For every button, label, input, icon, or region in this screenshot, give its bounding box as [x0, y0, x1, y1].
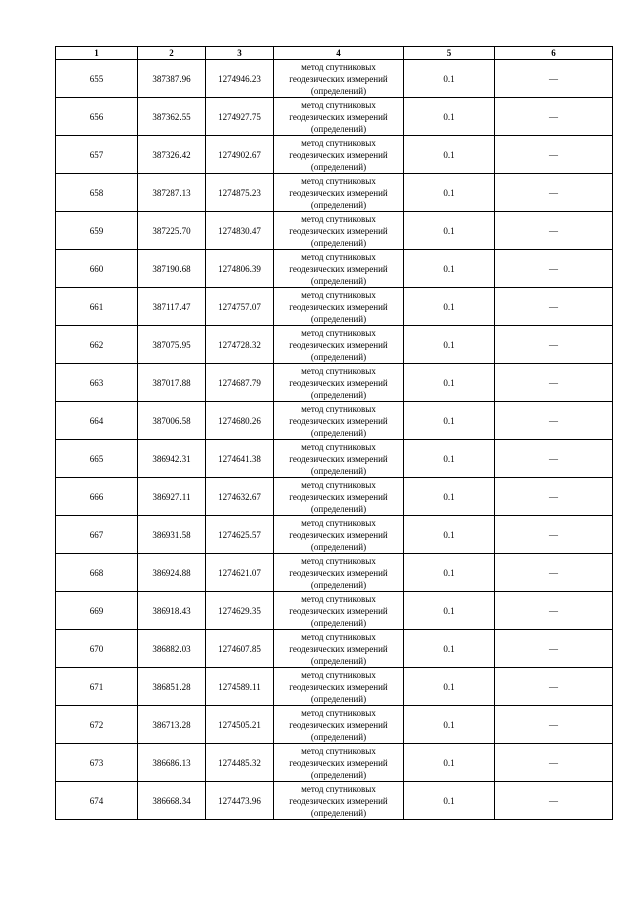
- note-cell: —: [495, 288, 613, 326]
- method-cell: [274, 402, 404, 440]
- accuracy-cell: 0.1: [404, 744, 495, 782]
- x-coordinate-cell: 386713.28: [138, 706, 206, 744]
- point-number-cell: 655: [56, 60, 138, 98]
- note-cell: —: [495, 60, 613, 98]
- method-line: геодезических измерений: [289, 415, 388, 426]
- method-line: метод спутниковых: [301, 289, 376, 300]
- x-coordinate-cell: 386924.88: [138, 554, 206, 592]
- header-col-5: 5: [404, 47, 495, 60]
- table-row: [56, 402, 613, 440]
- method-line: метод спутниковых: [301, 213, 376, 224]
- method-line: геодезических измерений: [289, 757, 388, 768]
- header-col-6: 6: [495, 47, 613, 60]
- note-cell: —: [495, 630, 613, 668]
- method-line: (определений): [310, 161, 367, 172]
- accuracy-cell: 0.1: [404, 630, 495, 668]
- method-cell: [274, 212, 404, 250]
- note-cell: —: [495, 744, 613, 782]
- method-line: геодезических измерений: [289, 263, 388, 274]
- accuracy-cell: 0.1: [404, 516, 495, 554]
- method-line: метод спутниковых: [301, 631, 376, 642]
- x-coordinate-cell: 386918.43: [138, 592, 206, 630]
- method-cell: [274, 250, 404, 288]
- x-coordinate-cell: 387326.42: [138, 136, 206, 174]
- y-coordinate-cell: 1274830.47: [206, 212, 274, 250]
- table-row: [56, 98, 613, 136]
- point-number-cell: 658: [56, 174, 138, 212]
- y-coordinate-cell: 1274625.57: [206, 516, 274, 554]
- point-number-cell: 664: [56, 402, 138, 440]
- point-number-cell: 667: [56, 516, 138, 554]
- x-coordinate-cell: 386668.34: [138, 782, 206, 820]
- note-cell: —: [495, 516, 613, 554]
- method-cell: [274, 744, 404, 782]
- method-line: метод спутниковых: [301, 327, 376, 338]
- document-page: [55, 46, 613, 820]
- method-line: геодезических измерений: [289, 681, 388, 692]
- table-body: [56, 60, 613, 820]
- method-line: геодезических измерений: [289, 529, 388, 540]
- table-header: [56, 47, 613, 60]
- method-line: метод спутниковых: [301, 555, 376, 566]
- x-coordinate-cell: 386942.31: [138, 440, 206, 478]
- method-line: (определений): [310, 237, 367, 248]
- point-number-cell: 669: [56, 592, 138, 630]
- accuracy-cell: 0.1: [404, 554, 495, 592]
- note-cell: —: [495, 592, 613, 630]
- method-line: геодезических измерений: [289, 377, 388, 388]
- method-cell: [274, 288, 404, 326]
- y-coordinate-cell: 1274728.32: [206, 326, 274, 364]
- y-coordinate-cell: 1274875.23: [206, 174, 274, 212]
- accuracy-cell: 0.1: [404, 326, 495, 364]
- method-line: метод спутниковых: [301, 137, 376, 148]
- method-line: метод спутниковых: [301, 707, 376, 718]
- x-coordinate-cell: 387225.70: [138, 212, 206, 250]
- method-line: (определений): [310, 769, 367, 780]
- point-number-cell: 666: [56, 478, 138, 516]
- x-coordinate-cell: 386927.11: [138, 478, 206, 516]
- table-row: [56, 782, 613, 820]
- method-line: метод спутниковых: [301, 517, 376, 528]
- accuracy-cell: 0.1: [404, 364, 495, 402]
- method-line: геодезических измерений: [289, 605, 388, 616]
- method-line: (определений): [310, 351, 367, 362]
- method-line: (определений): [310, 655, 367, 666]
- y-coordinate-cell: 1274629.35: [206, 592, 274, 630]
- method-line: метод спутниковых: [301, 365, 376, 376]
- method-line: геодезических измерений: [289, 453, 388, 464]
- accuracy-cell: 0.1: [404, 60, 495, 98]
- y-coordinate-cell: 1274485.32: [206, 744, 274, 782]
- point-number-cell: 674: [56, 782, 138, 820]
- y-coordinate-cell: 1274946.23: [206, 60, 274, 98]
- y-coordinate-cell: 1274473.96: [206, 782, 274, 820]
- method-line: геодезических измерений: [289, 149, 388, 160]
- table-row: [56, 250, 613, 288]
- x-coordinate-cell: 386931.58: [138, 516, 206, 554]
- note-cell: —: [495, 668, 613, 706]
- method-cell: [274, 782, 404, 820]
- table-row: [56, 668, 613, 706]
- method-line: геодезических измерений: [289, 73, 388, 84]
- note-cell: —: [495, 440, 613, 478]
- note-cell: —: [495, 250, 613, 288]
- method-cell: [274, 60, 404, 98]
- method-line: (определений): [310, 275, 367, 286]
- method-line: метод спутниковых: [301, 441, 376, 452]
- point-number-cell: 670: [56, 630, 138, 668]
- method-line: (определений): [310, 123, 367, 134]
- y-coordinate-cell: 1274757.07: [206, 288, 274, 326]
- point-number-cell: 668: [56, 554, 138, 592]
- point-number-cell: 661: [56, 288, 138, 326]
- y-coordinate-cell: 1274505.21: [206, 706, 274, 744]
- method-line: (определений): [310, 85, 367, 96]
- point-number-cell: 663: [56, 364, 138, 402]
- x-coordinate-cell: 387287.13: [138, 174, 206, 212]
- method-line: (определений): [310, 579, 367, 590]
- method-line: (определений): [310, 617, 367, 628]
- method-line: метод спутниковых: [301, 669, 376, 680]
- method-line: (определений): [310, 465, 367, 476]
- coordinates-table: [55, 46, 613, 820]
- table-row: [56, 516, 613, 554]
- point-number-cell: 672: [56, 706, 138, 744]
- table-row: [56, 364, 613, 402]
- method-line: геодезических измерений: [289, 187, 388, 198]
- y-coordinate-cell: 1274806.39: [206, 250, 274, 288]
- note-cell: —: [495, 212, 613, 250]
- method-line: (определений): [310, 199, 367, 210]
- method-line: метод спутниковых: [301, 593, 376, 604]
- method-cell: [274, 478, 404, 516]
- accuracy-cell: 0.1: [404, 592, 495, 630]
- x-coordinate-cell: 387190.68: [138, 250, 206, 288]
- accuracy-cell: 0.1: [404, 440, 495, 478]
- method-cell: [274, 326, 404, 364]
- method-line: метод спутниковых: [301, 479, 376, 490]
- point-number-cell: 673: [56, 744, 138, 782]
- header-col-2: 2: [138, 47, 206, 60]
- y-coordinate-cell: 1274621.07: [206, 554, 274, 592]
- method-line: геодезических измерений: [289, 339, 388, 350]
- y-coordinate-cell: 1274607.85: [206, 630, 274, 668]
- table-row: [56, 706, 613, 744]
- y-coordinate-cell: 1274632.67: [206, 478, 274, 516]
- method-line: геодезических измерений: [289, 301, 388, 312]
- point-number-cell: 656: [56, 98, 138, 136]
- x-coordinate-cell: 386686.13: [138, 744, 206, 782]
- method-line: (определений): [310, 427, 367, 438]
- y-coordinate-cell: 1274641.38: [206, 440, 274, 478]
- accuracy-cell: 0.1: [404, 782, 495, 820]
- table-row: [56, 478, 613, 516]
- y-coordinate-cell: 1274680.26: [206, 402, 274, 440]
- method-line: (определений): [310, 541, 367, 552]
- x-coordinate-cell: 387075.95: [138, 326, 206, 364]
- method-cell: [274, 516, 404, 554]
- method-line: геодезических измерений: [289, 491, 388, 502]
- method-line: метод спутниковых: [301, 99, 376, 110]
- method-line: метод спутниковых: [301, 61, 376, 72]
- method-line: (определений): [310, 807, 367, 818]
- accuracy-cell: 0.1: [404, 136, 495, 174]
- method-line: метод спутниковых: [301, 175, 376, 186]
- method-cell: [274, 554, 404, 592]
- method-line: (определений): [310, 693, 367, 704]
- method-cell: [274, 174, 404, 212]
- accuracy-cell: 0.1: [404, 706, 495, 744]
- method-line: геодезических измерений: [289, 111, 388, 122]
- method-cell: [274, 630, 404, 668]
- table-row: [56, 212, 613, 250]
- x-coordinate-cell: 387362.55: [138, 98, 206, 136]
- point-number-cell: 657: [56, 136, 138, 174]
- accuracy-cell: 0.1: [404, 212, 495, 250]
- y-coordinate-cell: 1274927.75: [206, 98, 274, 136]
- method-cell: [274, 364, 404, 402]
- accuracy-cell: 0.1: [404, 478, 495, 516]
- point-number-cell: 662: [56, 326, 138, 364]
- x-coordinate-cell: 386882.03: [138, 630, 206, 668]
- method-cell: [274, 668, 404, 706]
- note-cell: —: [495, 136, 613, 174]
- note-cell: —: [495, 364, 613, 402]
- x-coordinate-cell: 387117.47: [138, 288, 206, 326]
- table-row: [56, 744, 613, 782]
- y-coordinate-cell: 1274589.11: [206, 668, 274, 706]
- method-cell: [274, 440, 404, 478]
- method-line: геодезических измерений: [289, 795, 388, 806]
- note-cell: —: [495, 706, 613, 744]
- method-cell: [274, 136, 404, 174]
- point-number-cell: 671: [56, 668, 138, 706]
- table-row: [56, 60, 613, 98]
- table-row: [56, 174, 613, 212]
- table-row: [56, 592, 613, 630]
- point-number-cell: 665: [56, 440, 138, 478]
- x-coordinate-cell: 387387.96: [138, 60, 206, 98]
- x-coordinate-cell: 387006.58: [138, 402, 206, 440]
- method-cell: [274, 706, 404, 744]
- note-cell: —: [495, 554, 613, 592]
- method-line: геодезических измерений: [289, 643, 388, 654]
- table-row: [56, 136, 613, 174]
- method-cell: [274, 98, 404, 136]
- accuracy-cell: 0.1: [404, 402, 495, 440]
- accuracy-cell: 0.1: [404, 288, 495, 326]
- x-coordinate-cell: 386851.28: [138, 668, 206, 706]
- note-cell: —: [495, 98, 613, 136]
- header-col-4: 4: [274, 47, 404, 60]
- method-line: геодезических измерений: [289, 225, 388, 236]
- accuracy-cell: 0.1: [404, 668, 495, 706]
- note-cell: —: [495, 782, 613, 820]
- accuracy-cell: 0.1: [404, 98, 495, 136]
- point-number-cell: 660: [56, 250, 138, 288]
- method-line: метод спутниковых: [301, 745, 376, 756]
- method-line: метод спутниковых: [301, 783, 376, 794]
- method-line: геодезических измерений: [289, 567, 388, 578]
- method-line: (определений): [310, 313, 367, 324]
- method-cell: [274, 592, 404, 630]
- note-cell: —: [495, 402, 613, 440]
- y-coordinate-cell: 1274687.79: [206, 364, 274, 402]
- x-coordinate-cell: 387017.88: [138, 364, 206, 402]
- note-cell: —: [495, 478, 613, 516]
- method-line: (определений): [310, 731, 367, 742]
- table-row: [56, 288, 613, 326]
- accuracy-cell: 0.1: [404, 174, 495, 212]
- method-line: геодезических измерений: [289, 719, 388, 730]
- accuracy-cell: 0.1: [404, 250, 495, 288]
- table-row: [56, 554, 613, 592]
- method-line: (определений): [310, 503, 367, 514]
- method-line: метод спутниковых: [301, 251, 376, 262]
- note-cell: —: [495, 326, 613, 364]
- header-col-3: 3: [206, 47, 274, 60]
- header-col-1: 1: [56, 47, 138, 60]
- table-row: [56, 630, 613, 668]
- method-line: (определений): [310, 389, 367, 400]
- point-number-cell: 659: [56, 212, 138, 250]
- y-coordinate-cell: 1274902.67: [206, 136, 274, 174]
- table-row: [56, 440, 613, 478]
- note-cell: —: [495, 174, 613, 212]
- method-line: метод спутниковых: [301, 403, 376, 414]
- table-row: [56, 326, 613, 364]
- header-row: [56, 47, 613, 60]
